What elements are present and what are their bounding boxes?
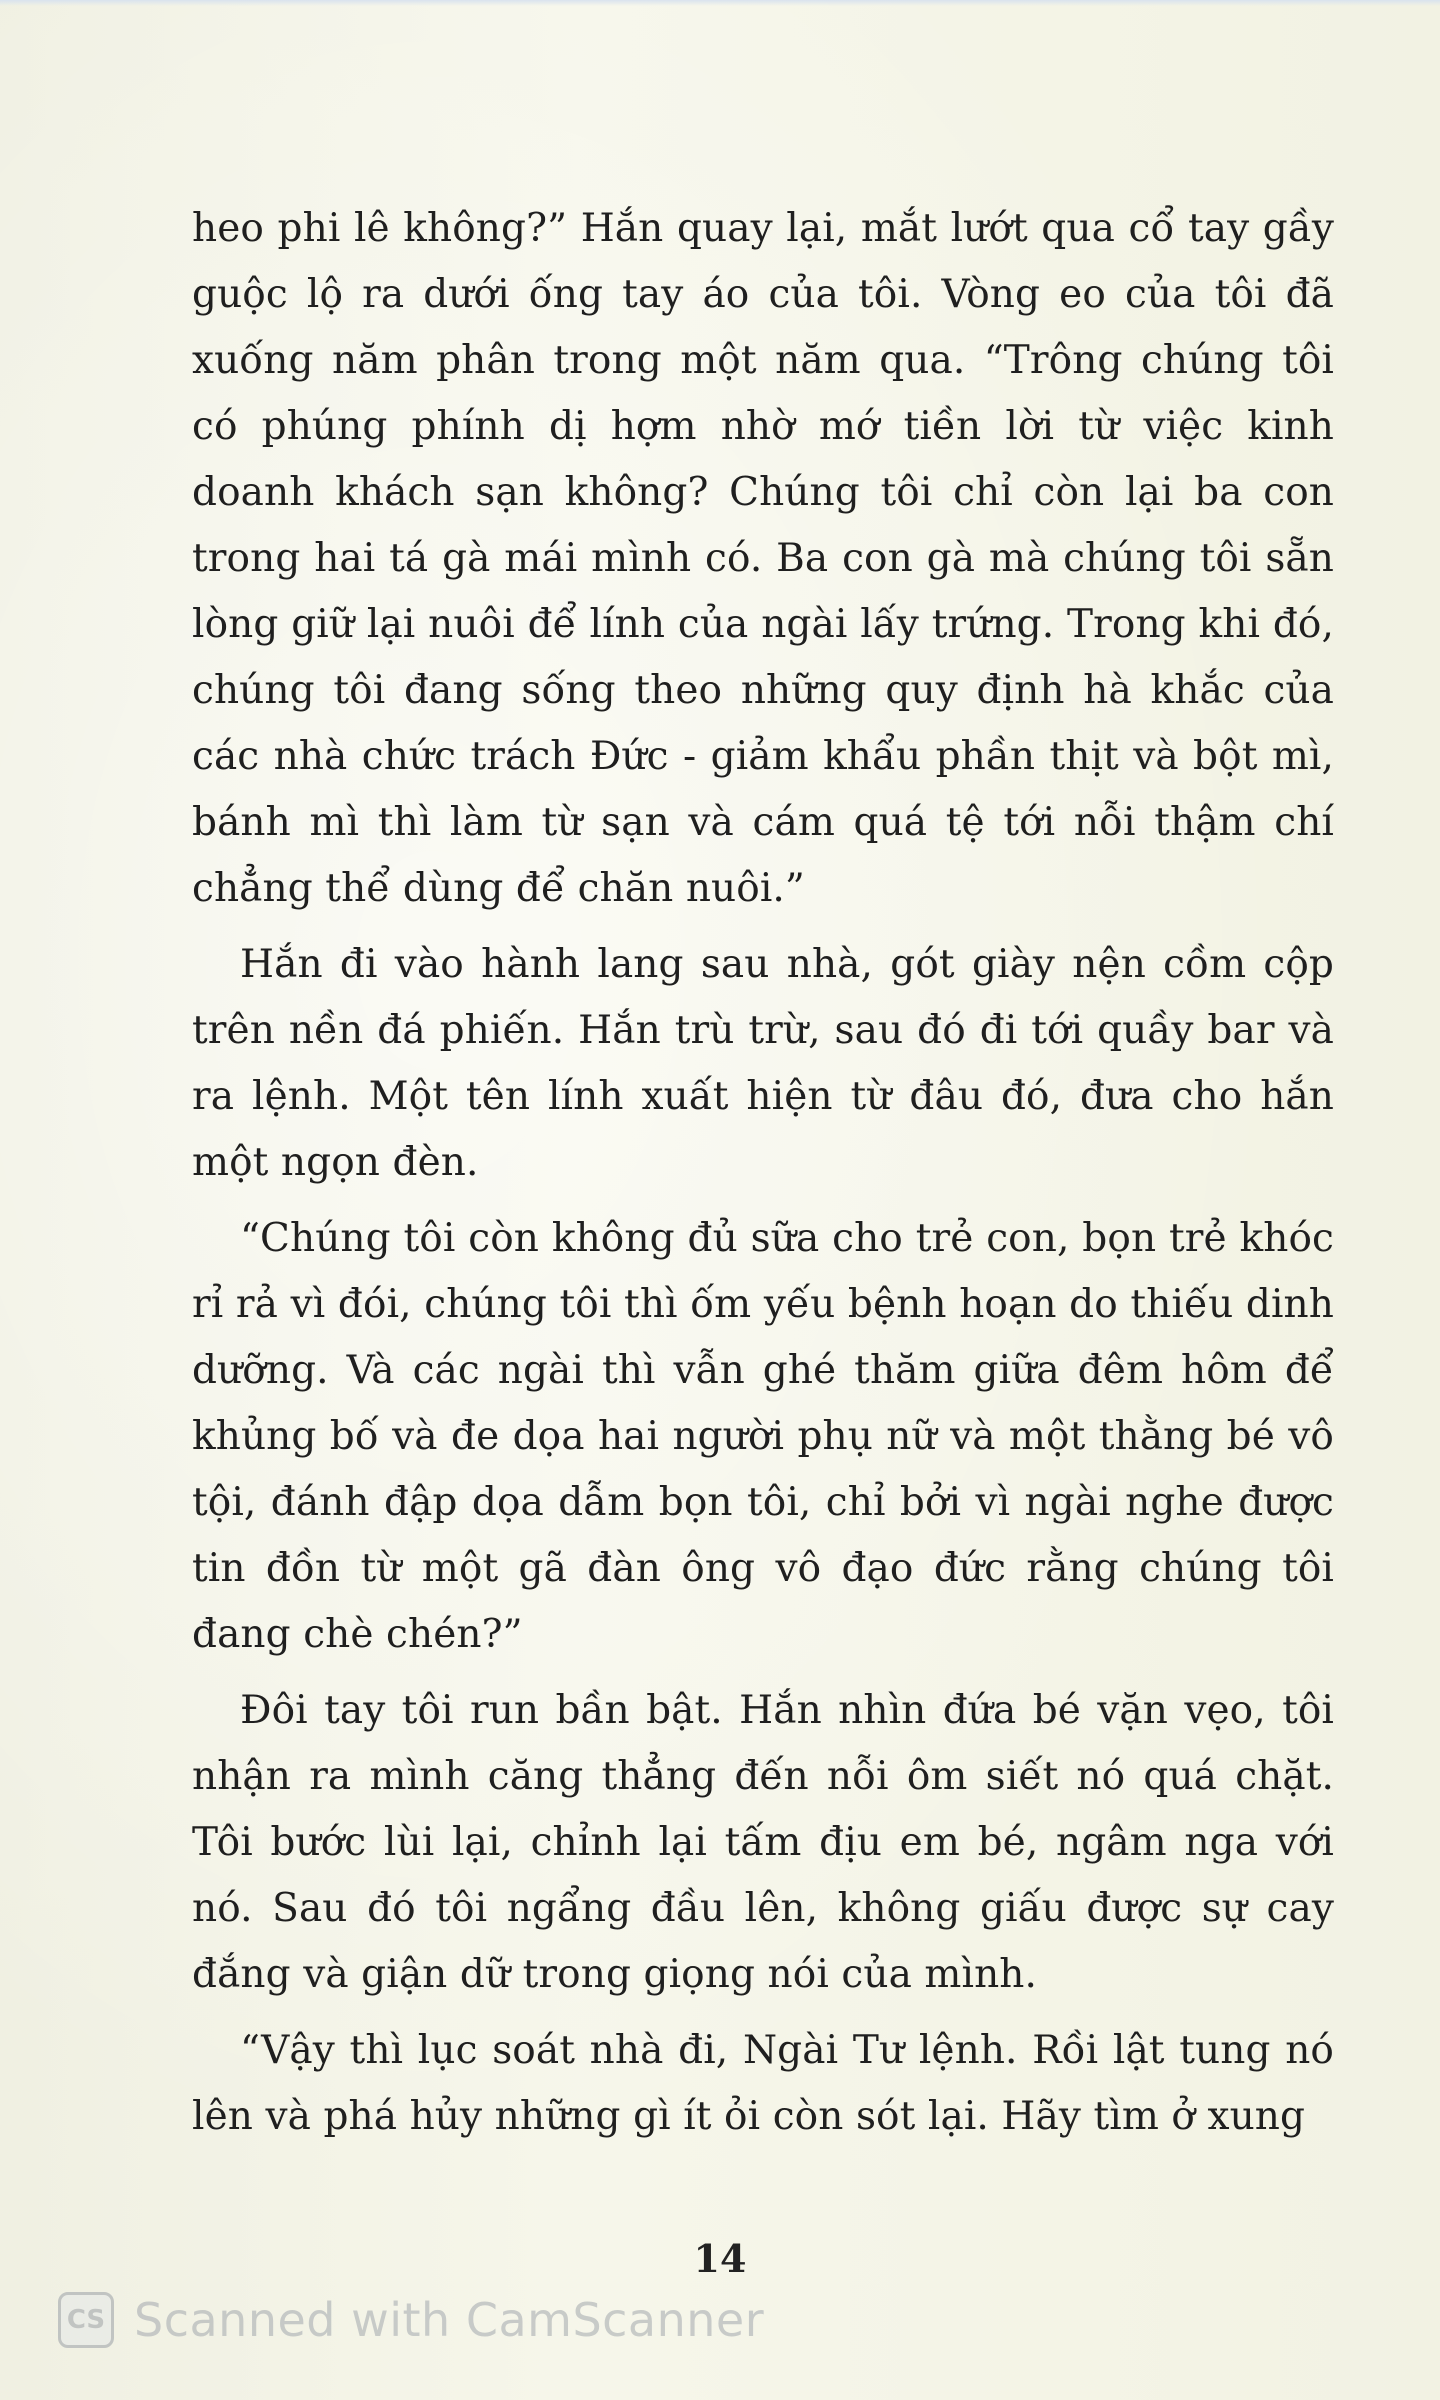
page-number: 14 [693, 2236, 747, 2281]
paragraph: Hắn đi vào hành lang sau nhà, gót giày nện cồm cộp trên nền đá phiến. Hắn trù trừ, sau đó đi tới quầy bar và ra lệnh. Một tên lính xuất hiện từ đâu đó, đưa cho hắn một ngọn đèn. [192, 942, 1334, 1185]
watermark-text: Scanned with CamScanner [134, 2293, 765, 2347]
paragraph: “Chúng tôi còn không đủ sữa cho trẻ con, bọn trẻ khóc rỉ rả vì đói, chúng tôi thì ốm yếu bệnh hoạn do thiếu dinh dưỡng. Và các ngài thì vẫn ghé thăm giữa đêm hôm để khủng bố và đe dọa hai người phụ nữ và một thằng bé vô tội, đánh đập dọa dẫm bọn tôi, chỉ bởi vì ngài nghe được tin đồn từ một gã đàn ông vô đạo đức rằng chúng tôi đang chè chén?” [192, 1216, 1334, 1657]
camscanner-watermark [58, 2288, 764, 2352]
camscanner-logo-icon: CS [58, 2292, 114, 2348]
paragraph: Đôi tay tôi run bần bật. Hắn nhìn đứa bé vặn vẹo, tôi nhận ra mình căng thẳng đến nỗi ôm siết nó quá chặt. Tôi bước lùi lại, chỉnh lại tấm địu em bé, ngâm nga với nó. Sau đó tôi ngẩng đầu lên, không giấu được sự cay đắng và giận dữ trong giọng nói của mình. [192, 1688, 1334, 1997]
paragraph: heo phi lê không?” Hắn quay lại, mắt lướt qua cổ tay gầy guộc lộ ra dưới ống tay áo của tôi. Vòng eo của tôi đã xuống năm phân trong một năm qua. “Trông chúng tôi có phúng phính dị hợm nhờ mớ tiền lời từ việc kinh doanh khách sạn không? Chúng tôi chỉ còn lại ba con trong hai tá gà mái mình có. Ba con gà mà chúng tôi sẵn lòng giữ lại nuôi để lính của ngài lấy trứng. Trong khi đó, chúng tôi đang sống theo những quy định hà khắc của các nhà chức trách Đức - giảm khẩu phần thịt và bột mì, bánh mì thì làm từ sạn và cám quá tệ tới nỗi thậm chí chẳng thể dùng để chăn nuôi.” [192, 206, 1334, 911]
paragraph: “Vậy thì lục soát nhà đi, Ngài Tư lệnh. Rồi lật tung nó lên và phá hủy những gì ít ỏi còn sót lại. Hãy tìm ở xung [192, 2028, 1334, 2139]
body-text [192, 196, 1334, 2150]
page-top-edge [0, 0, 1440, 6]
